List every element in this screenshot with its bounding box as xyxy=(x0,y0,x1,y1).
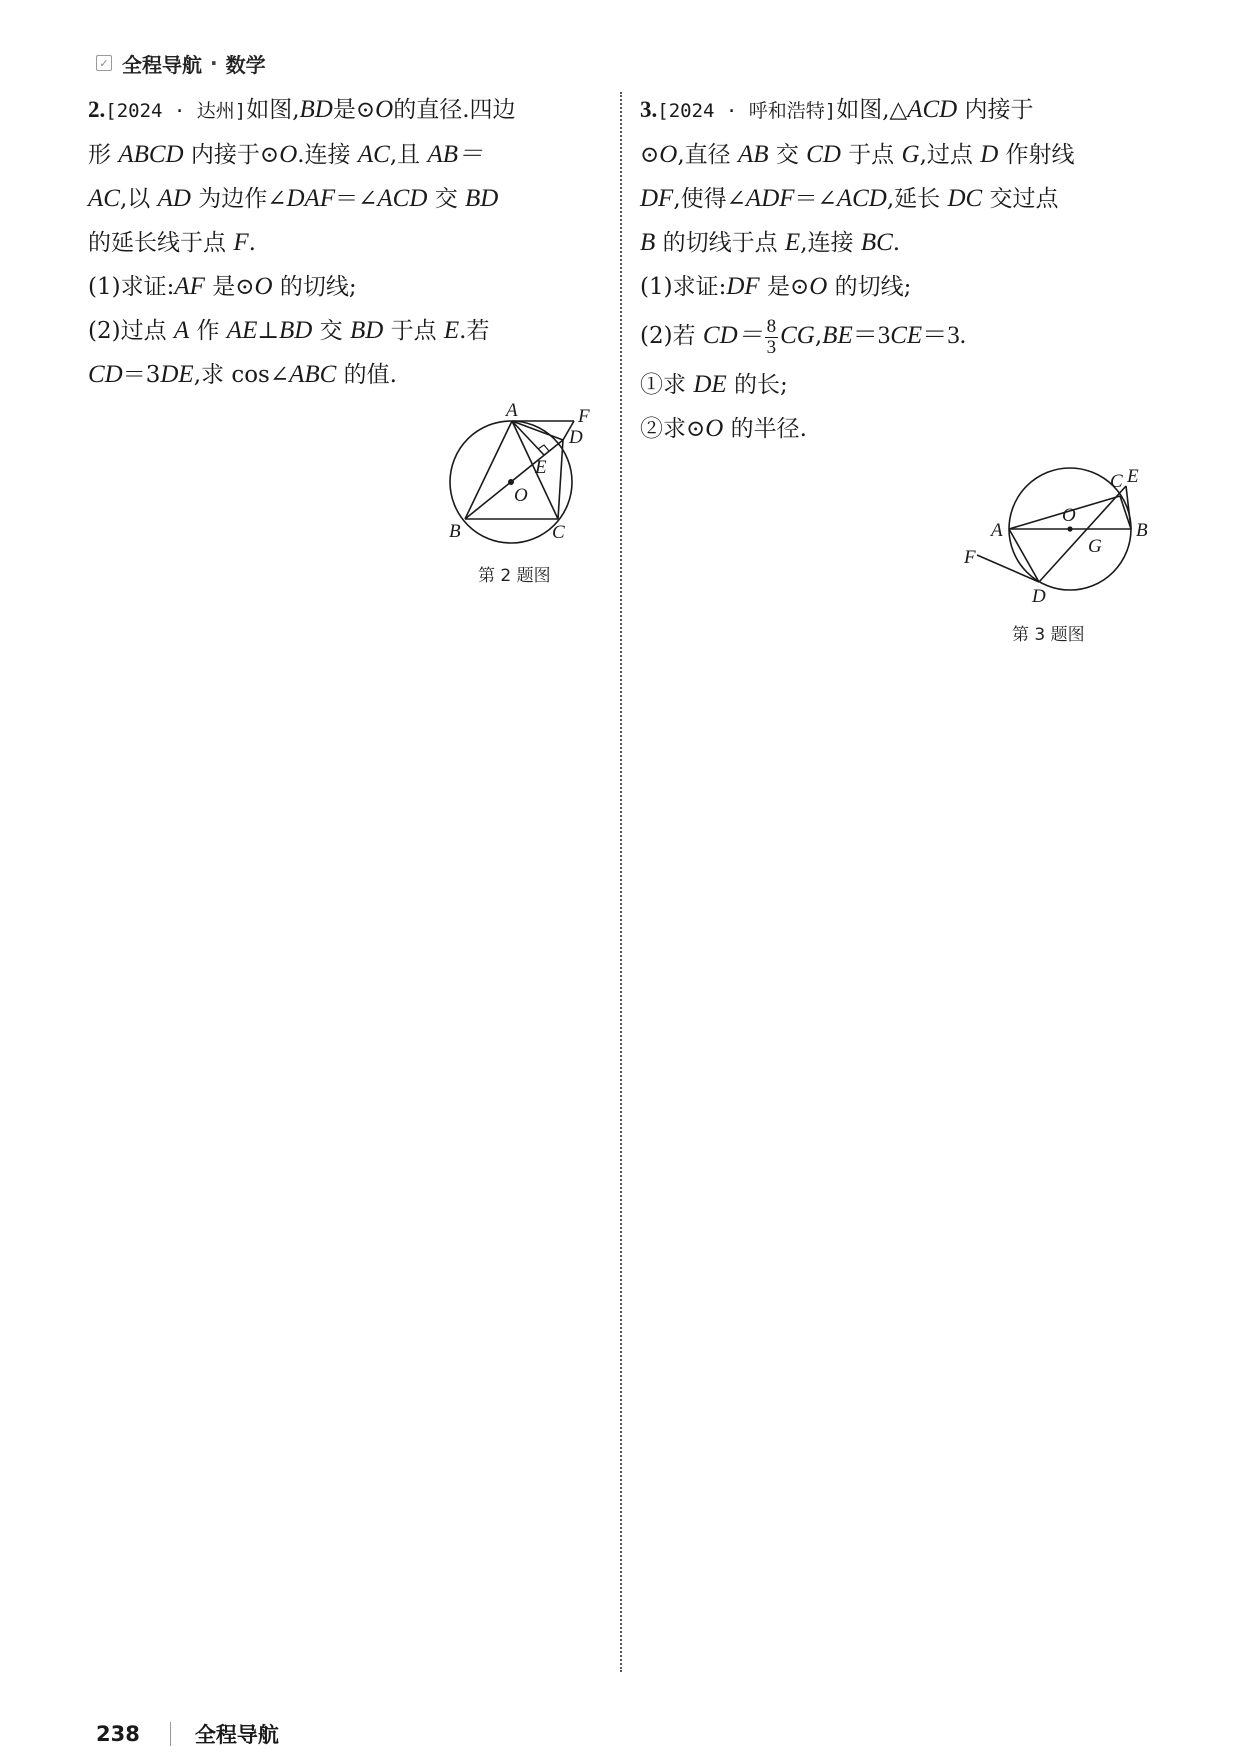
problem-2-line-1 xyxy=(88,88,593,133)
label-c: C xyxy=(1110,471,1123,492)
problem-2-part-2-cont xyxy=(88,353,593,397)
segment-ad xyxy=(1009,529,1039,582)
problem-2-part-2 xyxy=(88,309,593,353)
label-e: E xyxy=(535,457,547,478)
segment-de xyxy=(1039,486,1126,582)
math: DE xyxy=(693,371,727,398)
problem-2-line-3 xyxy=(88,177,593,221)
text: (1)求证: xyxy=(88,274,175,300)
text: 为边作∠ xyxy=(190,186,287,212)
math: CG xyxy=(780,322,815,349)
math: D xyxy=(980,141,999,168)
math: AC xyxy=(88,185,120,212)
problem-3-line-4 xyxy=(640,221,1150,265)
math: ADF xyxy=(745,185,795,212)
fraction-denominator: 3 xyxy=(766,336,777,358)
math: AD xyxy=(157,185,191,212)
problem-source: [2024 · 呼和浩特] xyxy=(657,100,837,122)
text: .若 xyxy=(459,318,490,344)
ray-df xyxy=(977,555,1039,582)
math: AF xyxy=(174,273,205,300)
math: CD xyxy=(806,141,841,168)
text: ,使得∠ xyxy=(673,186,746,212)
label-o: O xyxy=(514,485,528,506)
label-g: G xyxy=(1088,536,1102,557)
label-o: O xyxy=(1062,505,1076,526)
problem-number: 3. xyxy=(640,97,658,122)
label-b: B xyxy=(1136,520,1148,541)
math: O xyxy=(705,415,724,442)
text: 作 xyxy=(189,318,227,344)
text: ,以 xyxy=(119,186,158,212)
text: 的切线; xyxy=(272,274,357,300)
problem-3-diagram xyxy=(950,462,1160,612)
problem-2-diagram xyxy=(440,400,600,550)
subject-title: 数学 xyxy=(225,52,266,77)
text: ＝3 xyxy=(122,362,161,388)
footer-brand: 全程导航 xyxy=(194,1723,279,1747)
text: ＝∠ xyxy=(335,186,378,212)
text: 如图,△ xyxy=(836,97,908,123)
text: 交 xyxy=(427,186,466,212)
text: 的长; xyxy=(726,372,788,398)
header-dot: · xyxy=(210,51,218,75)
text: 形 xyxy=(88,142,119,168)
problem-3-line-1 xyxy=(640,88,1150,133)
text: 的切线; xyxy=(827,274,912,300)
running-header xyxy=(96,48,266,78)
text: 作射线 xyxy=(998,142,1075,168)
footer-divider xyxy=(170,1722,171,1746)
label-d: D xyxy=(569,427,583,448)
text: (2)过点 xyxy=(88,318,174,344)
text: 内接于⊙ xyxy=(183,142,280,168)
problem-source: [2024 · 达州] xyxy=(105,100,247,122)
math: BD xyxy=(465,185,499,212)
page-number: 238 xyxy=(96,1722,140,1746)
math: E xyxy=(784,229,801,256)
math: O xyxy=(659,141,678,168)
problem-3-part-1 xyxy=(640,265,1150,309)
problem-3-line-3 xyxy=(640,177,1150,221)
label-a: A xyxy=(991,520,1003,541)
label-b: B xyxy=(449,521,461,542)
fraction xyxy=(765,317,779,358)
math: E xyxy=(443,317,460,344)
math: BD xyxy=(278,317,313,344)
math: O xyxy=(375,96,394,123)
text: 是⊙ xyxy=(332,97,376,123)
problem-2-figure xyxy=(440,400,600,550)
math: BE xyxy=(822,322,853,349)
math: BC xyxy=(860,229,893,256)
text: ＝3. xyxy=(922,322,966,349)
text: 如图, xyxy=(246,97,300,123)
segment-dc xyxy=(558,440,563,519)
series-title: 全程导航 xyxy=(122,52,202,77)
problem-2-line-4 xyxy=(88,221,593,265)
math: CD xyxy=(88,361,123,388)
text: 交过点 xyxy=(982,186,1059,212)
label-d: D xyxy=(1032,586,1046,607)
text: ⊙ xyxy=(640,142,660,168)
math: F xyxy=(233,229,249,256)
math: ABC xyxy=(289,361,337,388)
math: CE xyxy=(890,322,923,349)
label-e: E xyxy=(1127,466,1139,487)
checkbox-icon: ✓ xyxy=(96,55,112,71)
center-dot xyxy=(1067,526,1072,531)
text: . xyxy=(248,230,256,256)
text: 是⊙ xyxy=(204,274,255,300)
text: ,直径 xyxy=(677,142,738,168)
problem-2-part-1 xyxy=(88,265,593,309)
text: . xyxy=(892,230,901,256)
text: ,连接 xyxy=(800,230,861,256)
problem-3-caption: 第 3 题图 xyxy=(1012,625,1085,645)
text: 的直径.四边 xyxy=(393,97,516,123)
math: O xyxy=(279,141,298,168)
math: O xyxy=(254,273,273,300)
label-c: C xyxy=(552,522,565,543)
problem-3-part-2 xyxy=(640,309,1150,363)
math: ACD xyxy=(377,185,428,212)
math: AC xyxy=(357,141,390,168)
fraction-numerator: 8 xyxy=(766,315,777,337)
text: ＝∠ xyxy=(794,186,837,212)
math: O xyxy=(809,273,828,300)
problem-3-line-2 xyxy=(640,133,1150,177)
math: DAF xyxy=(286,185,336,212)
text: 内接于 xyxy=(957,97,1034,123)
segment-bd xyxy=(465,440,563,519)
text: .连接 xyxy=(297,142,358,168)
text: , xyxy=(814,323,823,349)
math: ACD xyxy=(836,185,887,212)
math: AE xyxy=(226,317,258,344)
text: (2)若 xyxy=(640,323,703,349)
label-f: F xyxy=(578,406,590,427)
problem-3-subpart-2 xyxy=(640,407,1150,451)
text: 的值. xyxy=(336,362,397,388)
math: AB xyxy=(737,141,769,168)
segment-ae xyxy=(512,421,544,455)
problem-2-line-2 xyxy=(88,133,593,177)
text: 是⊙ xyxy=(759,274,810,300)
math: ABCD xyxy=(118,141,184,168)
math: DC xyxy=(947,185,983,212)
text: ②求⊙ xyxy=(640,416,706,442)
page-footer xyxy=(96,1718,279,1750)
math: G xyxy=(901,141,920,168)
label-f: F xyxy=(964,547,976,568)
text: ,延长 xyxy=(886,186,948,212)
label-a: A xyxy=(506,400,518,421)
problem-3 xyxy=(640,88,1150,451)
text: 的半径. xyxy=(723,416,807,442)
problem-2-caption: 第 2 题图 xyxy=(478,566,551,586)
problem-3-subpart-1 xyxy=(640,363,1150,407)
text: 交 xyxy=(768,142,807,168)
math: B xyxy=(640,229,656,256)
math: DE xyxy=(160,361,194,388)
text: 交 xyxy=(312,318,350,344)
column-divider xyxy=(620,92,622,1672)
text: 的切线于点 xyxy=(655,230,785,256)
text: (1)求证: xyxy=(640,274,727,300)
text: 于点 xyxy=(840,142,902,168)
text: ＝3 xyxy=(852,322,891,349)
problem-2 xyxy=(88,88,593,397)
math: AB＝ xyxy=(427,141,483,168)
math: BD xyxy=(349,317,384,344)
text: ,过点 xyxy=(919,142,981,168)
text: ①求 xyxy=(640,372,694,398)
problem-number: 2. xyxy=(88,97,106,122)
math: DF xyxy=(726,273,760,300)
problem-3-figure xyxy=(950,462,1160,612)
math: A xyxy=(173,317,190,344)
text: ⊥ xyxy=(257,318,279,344)
math: DF xyxy=(640,185,674,212)
math: ACD xyxy=(907,96,958,123)
text: ,求 cos∠ xyxy=(193,362,290,388)
math: BD xyxy=(299,96,333,123)
text: ,且 xyxy=(389,142,428,168)
math: CD＝ xyxy=(702,322,763,349)
text: 的延长线于点 xyxy=(88,230,234,256)
text: 于点 xyxy=(383,318,444,344)
